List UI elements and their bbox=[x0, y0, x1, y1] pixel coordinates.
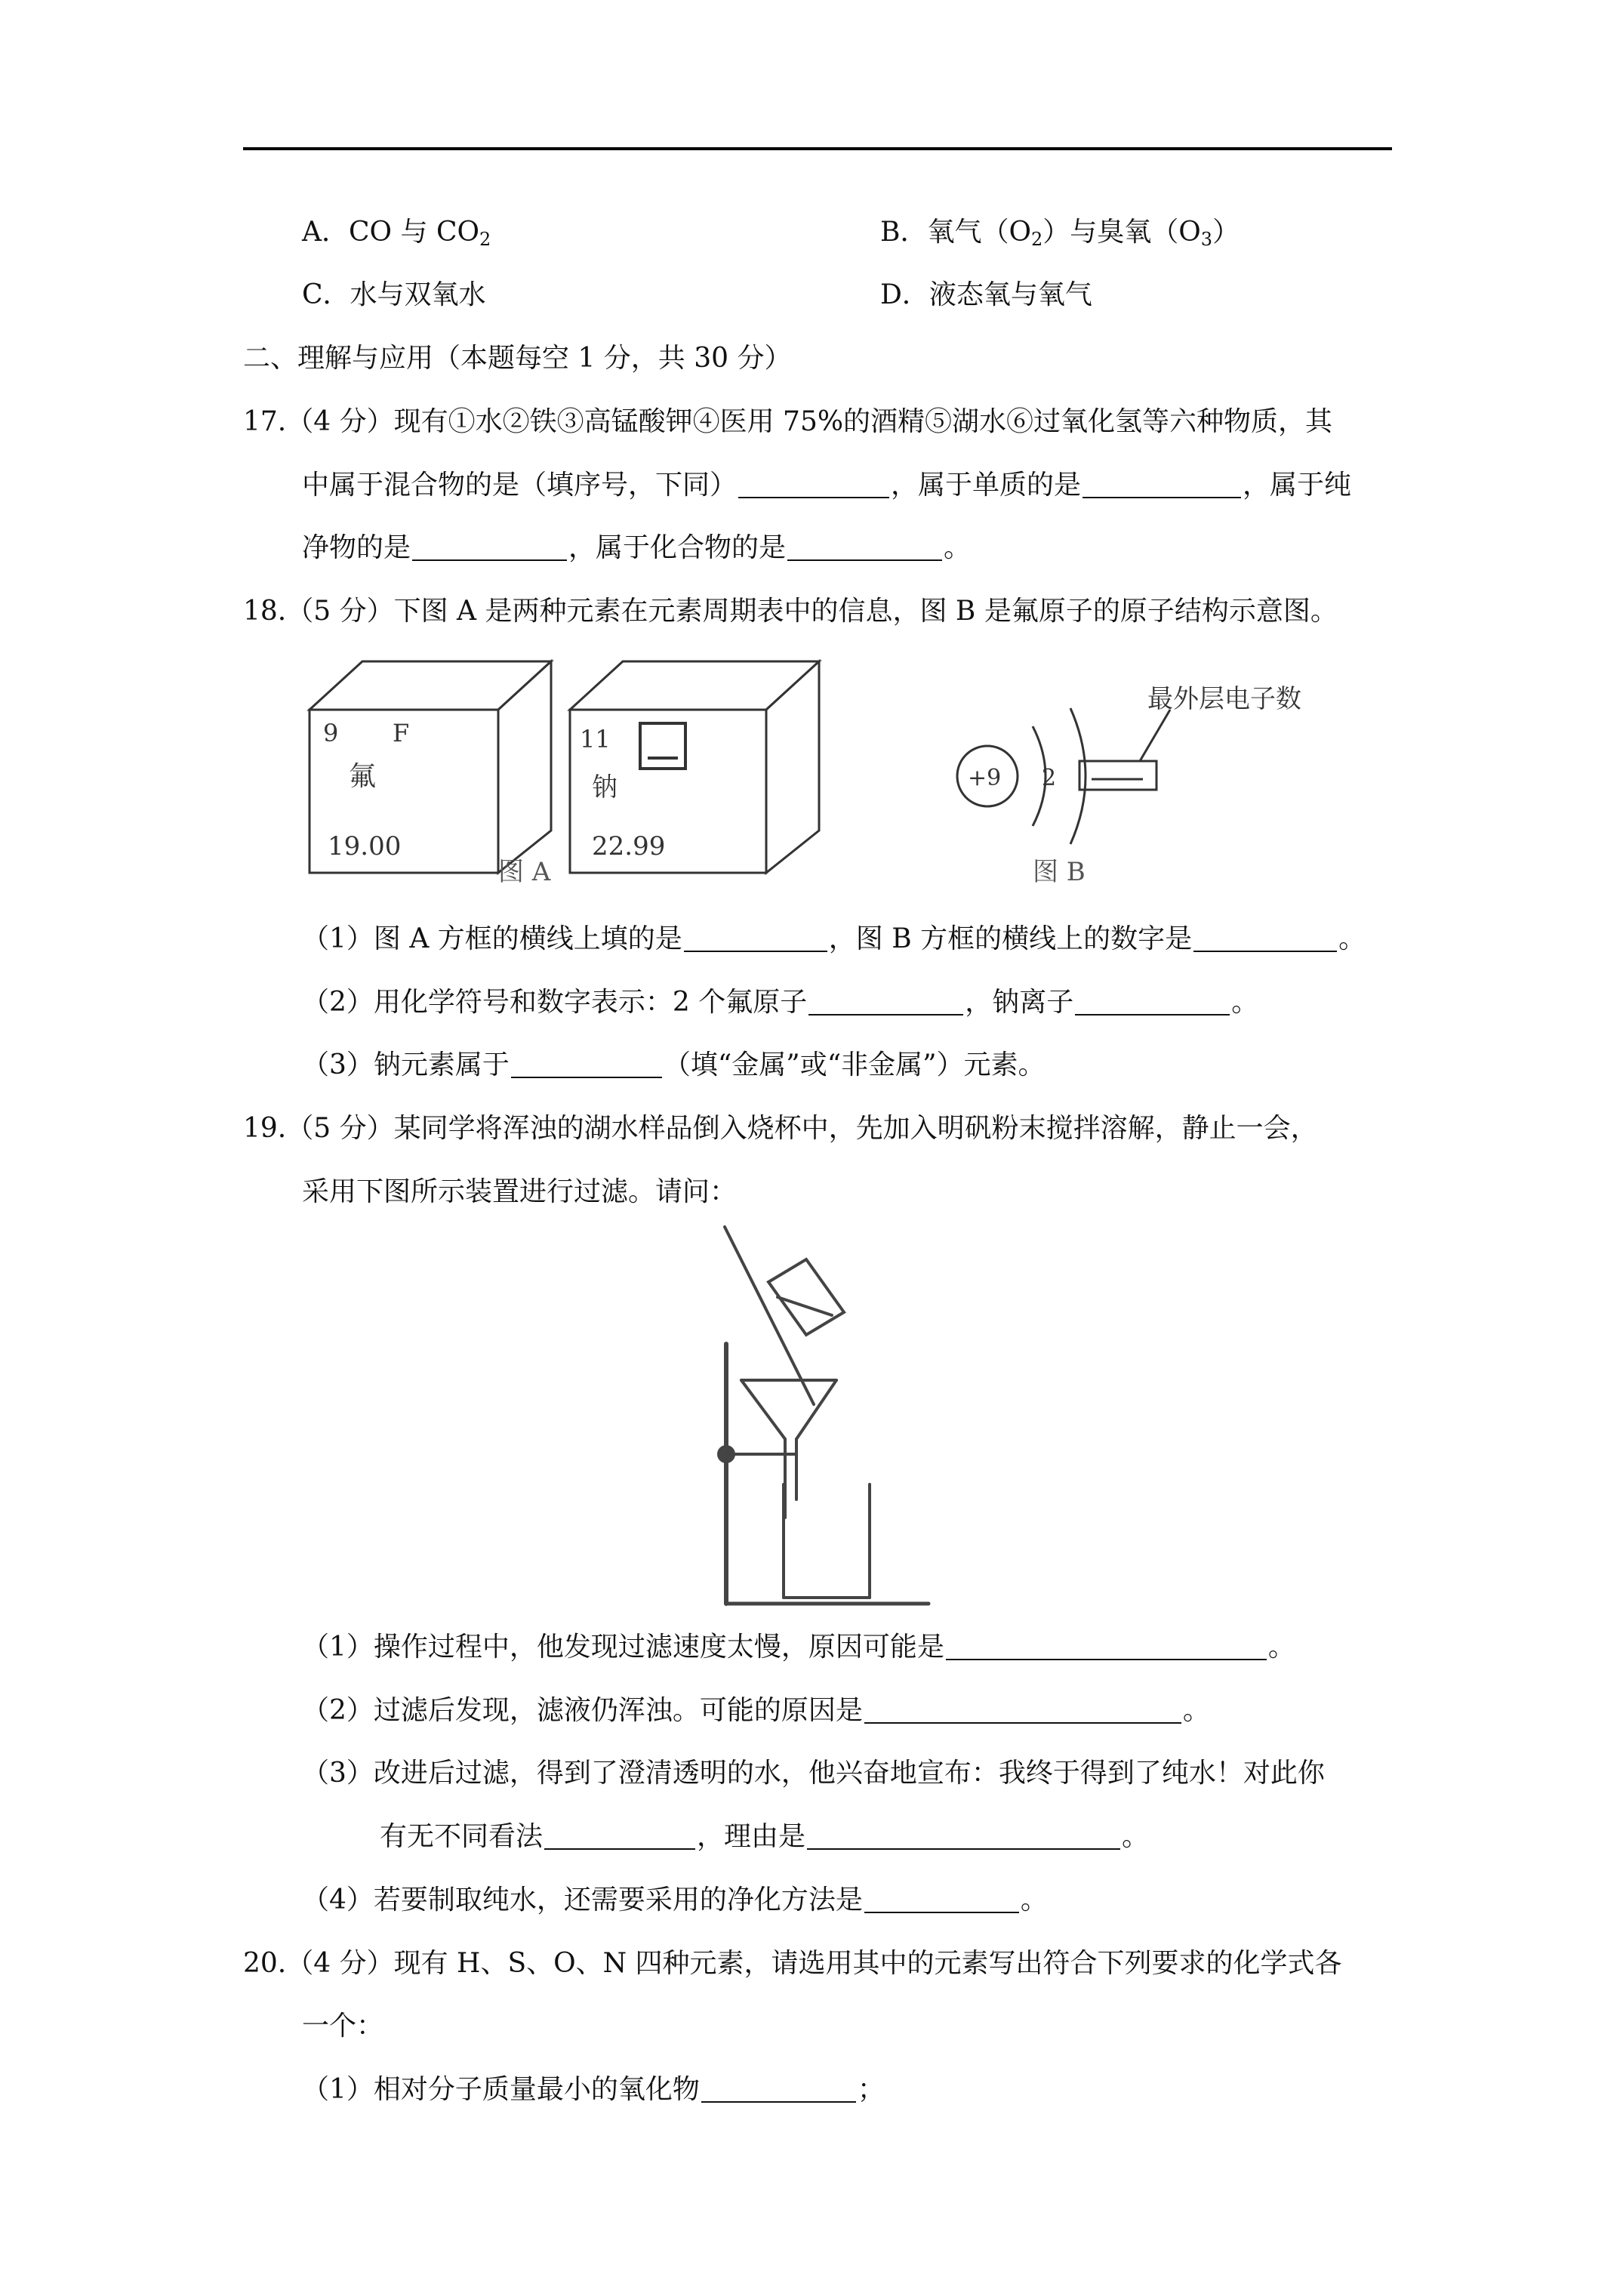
q20-line2: 一个： bbox=[302, 2011, 384, 2042]
q19-sub2: （2）过滤后发现，滤液仍浑浊。可能的原因是 。 bbox=[302, 1695, 1210, 1726]
callout-line bbox=[1140, 710, 1170, 761]
answer-blank bbox=[412, 534, 567, 561]
q20-line1: 20.（4 分）现有 H、S、O、N 四种元素，请选用其中的元素写出符合下列要求的化学式各 bbox=[243, 1948, 1342, 1979]
answer-blank bbox=[1075, 988, 1230, 1015]
q17-line1: 17.（4 分）现有①水②铁③高锰酸钾④医用 75%的酒精⑤湖水⑥过氧化氢等六种物质，其 bbox=[243, 406, 1333, 437]
q18-sub1: （1）图 A 方框的横线上填的是 ，图 B 方框的横线上的数字是 。 bbox=[302, 923, 1366, 954]
q17-line2: 中属于混合物的是（填序号，下同） ，属于单质的是 ，属于纯 bbox=[302, 470, 1352, 501]
answer-blank bbox=[511, 1051, 662, 1078]
option-c: C．水与双氧水 bbox=[302, 279, 486, 310]
header-rule bbox=[243, 147, 1392, 150]
funnel bbox=[741, 1380, 836, 1518]
q19-sub4: （4）若要制取纯水，还需要采用的净化方法是 。 bbox=[302, 1885, 1048, 1915]
answer-blank bbox=[738, 471, 889, 498]
q19-sub3-line2: 有无不同看法 ，理由是 。 bbox=[380, 1821, 1150, 1852]
answer-blank bbox=[1193, 925, 1337, 952]
answer-blank bbox=[701, 2076, 856, 2103]
q18-line1: 18.（5 分）下图 A 是两种元素在元素周期表中的信息，图 B 是氟原子的原子结构示意图。 bbox=[243, 596, 1338, 627]
q18-sub3: （3）钠元素属于 （填“金属”或“非金属”）元素。 bbox=[302, 1049, 1046, 1080]
q19-sub3-line1: （3）改进后过滤，得到了澄清透明的水，他兴奋地宣布：我终于得到了纯水！对此你 bbox=[302, 1758, 1325, 1789]
answer-blank bbox=[787, 534, 942, 561]
q19-sub1: （1）操作过程中，他发现过滤速度太慢，原因可能是 。 bbox=[302, 1632, 1295, 1663]
sodium-mass: 22.99 bbox=[592, 831, 666, 861]
shell-1-electrons: 2 bbox=[1042, 765, 1057, 791]
pouring-beaker bbox=[768, 1259, 844, 1335]
nucleus-charge: +9 bbox=[968, 765, 1002, 791]
section-heading: 二、理解与应用（本题每空 1 分，共 30 分） bbox=[243, 343, 792, 374]
electron-shell-2 bbox=[1070, 708, 1086, 844]
option-a: A．CO 与 $CO_2$ bbox=[302, 217, 491, 250]
receiving-beaker bbox=[784, 1484, 870, 1598]
answer-blank bbox=[864, 1697, 1181, 1724]
clamp bbox=[717, 1445, 735, 1463]
option-d: D．液态氧与氧气 bbox=[880, 279, 1092, 310]
q17-line3: 净物的是 ，属于化合物的是 。 bbox=[302, 532, 972, 563]
option-b: B．氧气$(O_2)$与臭氧$(O_3)$ bbox=[880, 217, 1240, 250]
figure-b-caption: 图 B bbox=[1033, 857, 1086, 887]
filtration-apparatus-figure bbox=[672, 1223, 944, 1616]
fluorine-symbol: F bbox=[393, 719, 410, 747]
q20-sub1: （1）相对分子质量最小的氧化物 ； bbox=[302, 2074, 885, 2105]
answer-blank bbox=[1083, 471, 1241, 498]
outer-electron-box bbox=[1079, 761, 1156, 790]
fluorine-name: 氟 bbox=[349, 761, 377, 792]
answer-blank bbox=[808, 988, 963, 1015]
fluorine-number: 9 bbox=[323, 719, 339, 747]
answer-blank bbox=[864, 1886, 1019, 1913]
sodium-number: 11 bbox=[580, 725, 611, 754]
glass-rod bbox=[725, 1227, 814, 1404]
fluorine-atom-diagram bbox=[957, 708, 1170, 844]
figure-a-caption: 图 A bbox=[498, 857, 551, 887]
answer-blank bbox=[807, 1823, 1120, 1850]
fluorine-mass: 19.00 bbox=[328, 831, 402, 861]
q19-line2: 采用下图所示装置进行过滤。请问： bbox=[302, 1176, 738, 1207]
answer-blank bbox=[946, 1633, 1267, 1660]
answer-blank bbox=[544, 1823, 695, 1850]
answer-blank bbox=[684, 925, 827, 952]
sodium-name: 钠 bbox=[592, 772, 617, 803]
q19-line1: 19.（5 分）某同学将浑浊的湖水样品倒入烧杯中，先加入明矾粉末搅拌溶解，静止一会， bbox=[243, 1113, 1318, 1144]
figure-b-callout: 最外层电子数 bbox=[1147, 684, 1301, 714]
q18-sub2: （2）用化学符号和数字表示：2 个氟原子 ，钠离子 。 bbox=[302, 987, 1259, 1018]
